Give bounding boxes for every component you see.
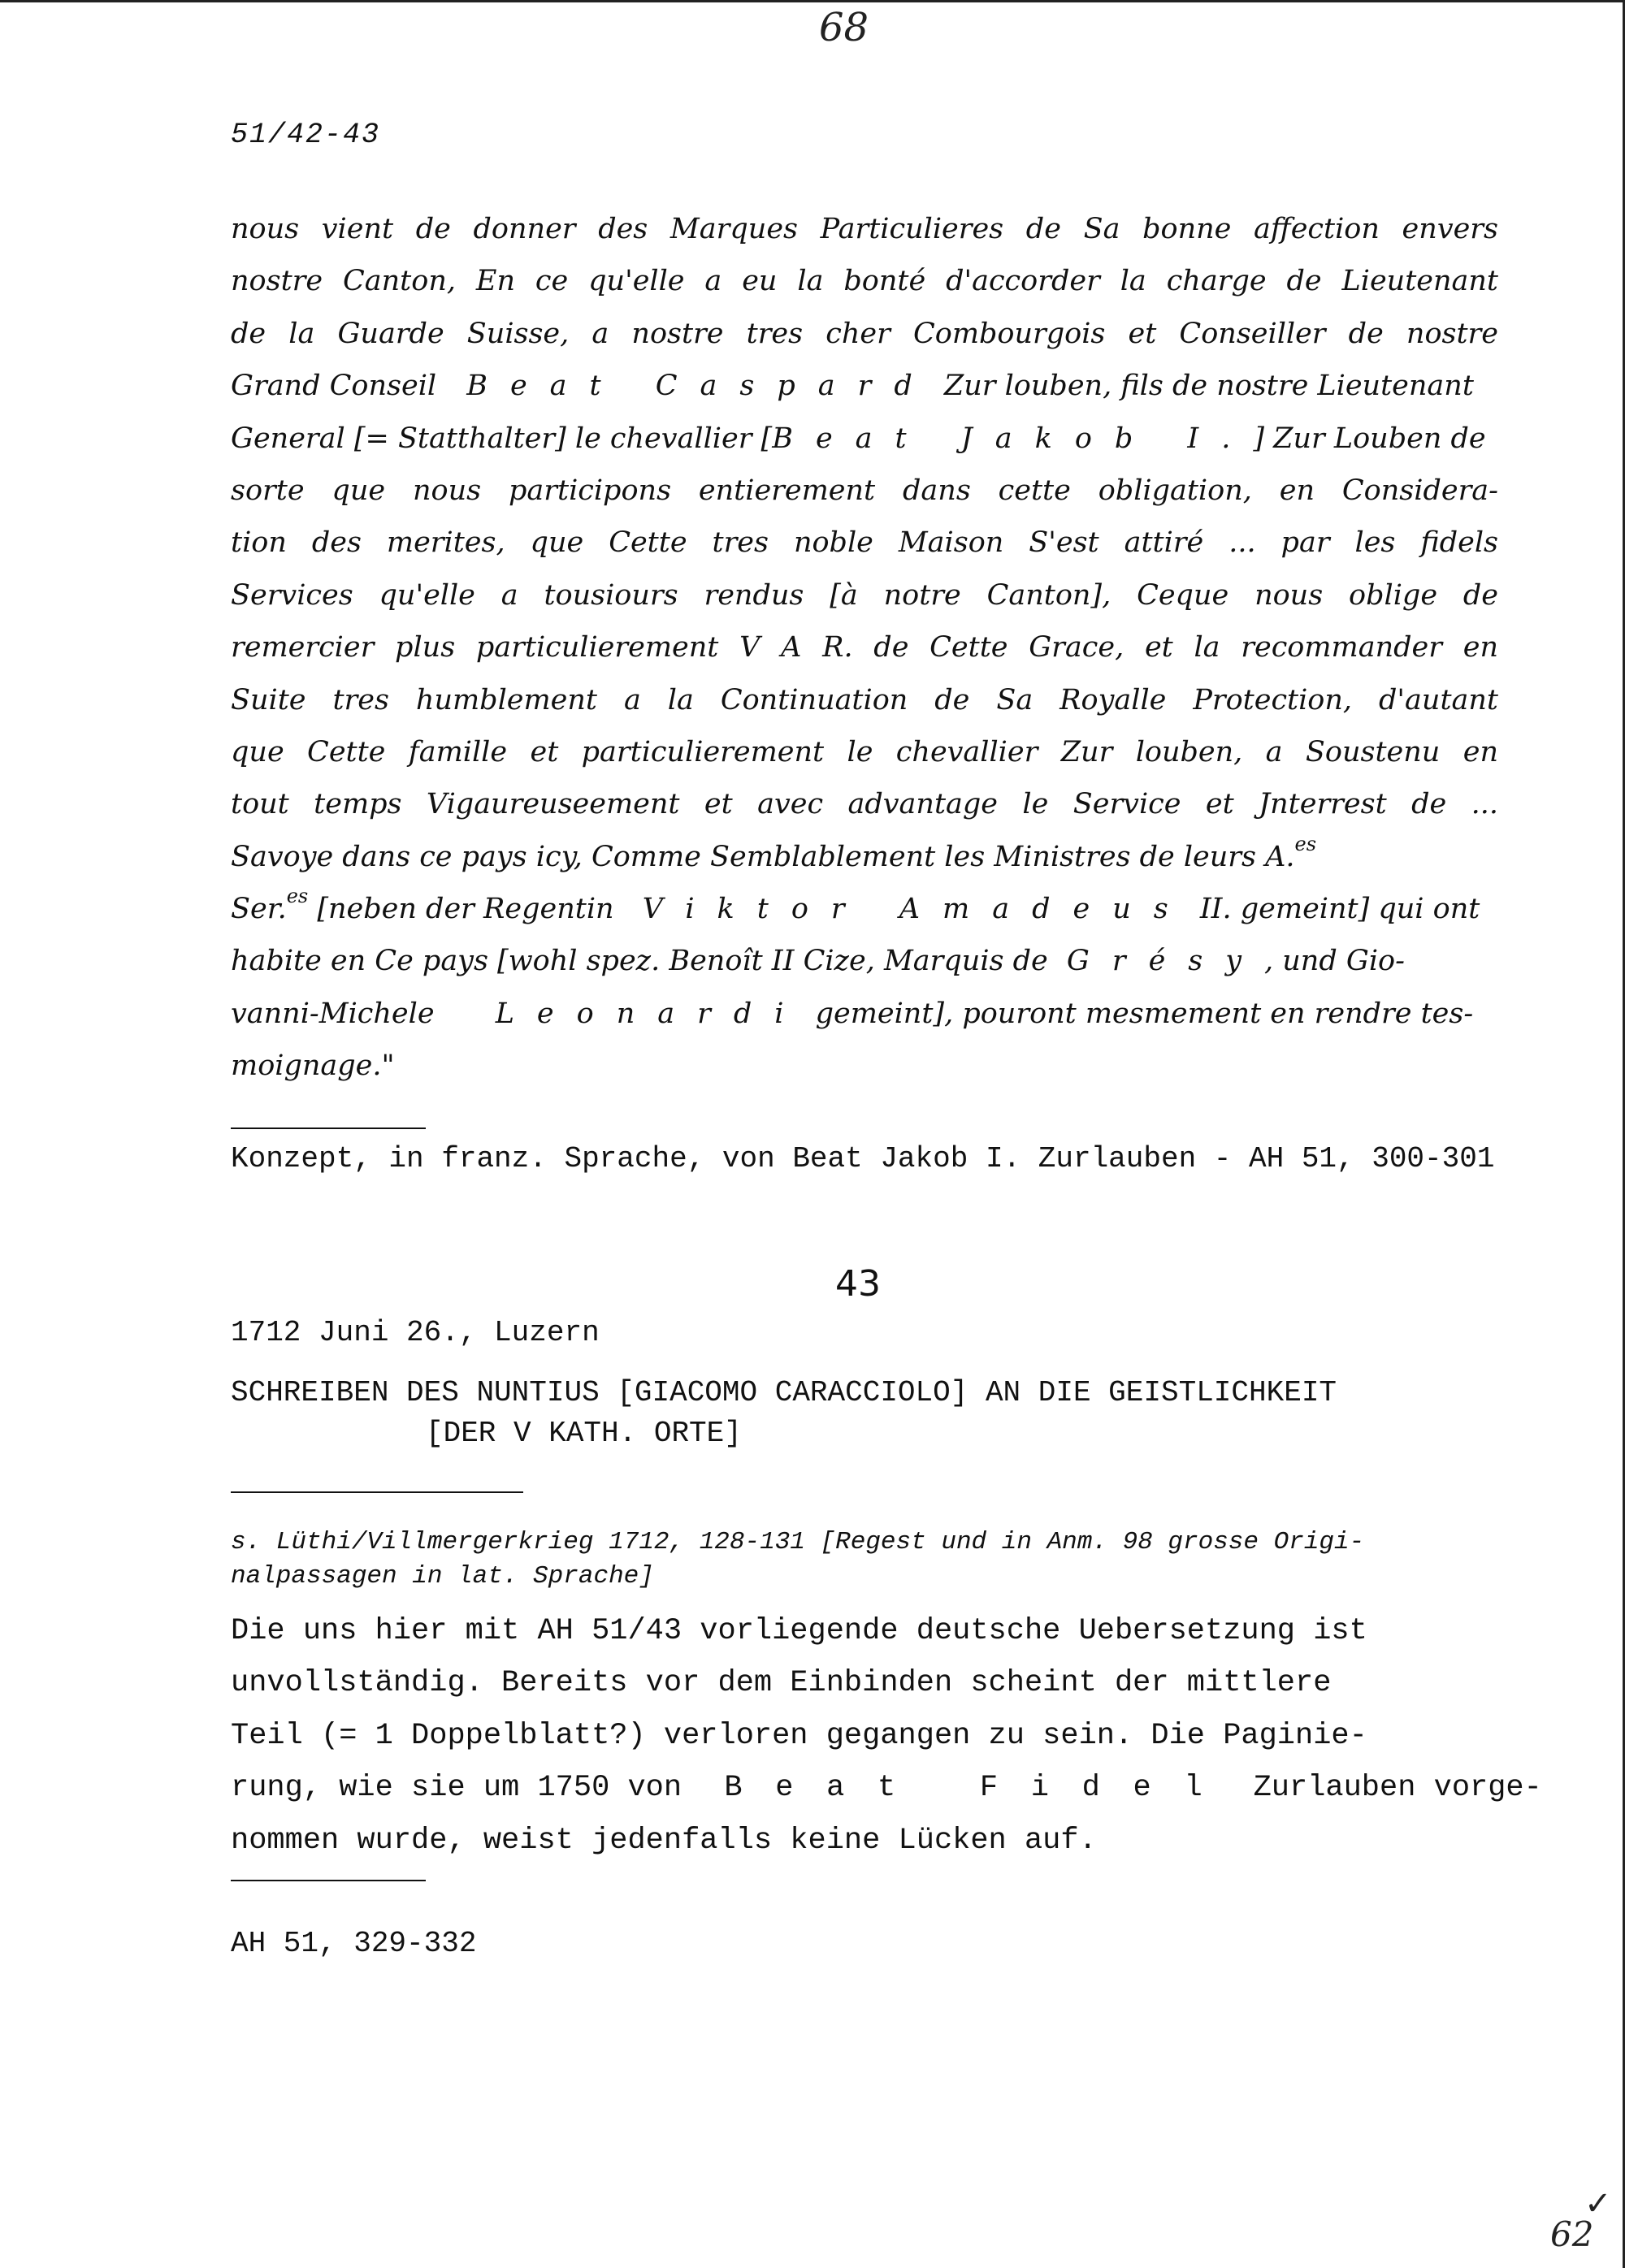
letter-line: Services qu'elle a tousiours rendus [à notre Canton], Ceque nous oblige de <box>231 578 1498 612</box>
letter-line: habite en Ce pays [wohl spez. Benoît II Cize, Marquis de Grésy, und Gio- <box>231 945 1405 978</box>
letter-line: nous vient de donner des Marques Particulieres de Sa bonne affection envers <box>231 213 1498 245</box>
archive-divider <box>231 1880 426 1881</box>
letter-line: Suite tres humblement a la Continuation de Sa Royalle Protection, d'autant <box>231 683 1498 716</box>
footnote-divider <box>231 1128 426 1129</box>
spaced-name: Grésy <box>1066 945 1265 978</box>
letter-line: sorte que nous participons entierement dans cette obligation, en Considera- <box>231 474 1498 507</box>
spaced-name: Beat Caspard <box>466 370 935 403</box>
letter-line: Savoye dans ce pays icy, Comme Semblablement les Ministres de leurs A.$^{es}$ <box>231 833 1317 873</box>
archive-reference: AH 51, 329-332 <box>231 1927 477 1960</box>
check-mark-icon: ✓ <box>1584 2185 1612 2223</box>
date-place: 1712 Juni 26., Luzern <box>231 1316 600 1349</box>
spaced-name: Beat Jakob I. <box>772 422 1254 455</box>
letter-line: Grand Conseil Beat Caspard Zur louben, fils de nostre Lieutenant <box>231 370 1474 403</box>
document-title: SCHREIBEN DES NUNTIUS [GIACOMO CARACCIOLO] AN DIE GEISTLICHKEIT [DER V KATH. ORTE] <box>231 1376 1337 1450</box>
spaced-name: Viktor Amadeus <box>642 893 1191 926</box>
document-reference: 51/42-43 <box>231 119 381 151</box>
top-border-line <box>0 0 1625 2</box>
commentary-text: Die uns hier mit AH 51/43 vorliegende deutsche Uebersetzung ist unvollständig. Bereits vor dem Einbinden scheint der mittlere Teil (= 1 Doppelblatt?) verloren gegangen zu sein. Die Paginie- rung, wie sie um 1750 von Beat Fidel Zurlauben vorge- nommen wurde, weist jedenfalls keine Lücken auf. <box>231 1614 1542 1858</box>
letter-quotation <box>231 203 1498 1093</box>
folio-number: 68 <box>819 5 869 50</box>
handwritten-page-number: 62 <box>1550 2214 1594 2254</box>
spaced-name: Beat Fidel <box>724 1771 1236 1806</box>
letter-line: de la Guarde Suisse, a nostre tres cher Combourgois et Conseiller de nostre <box>231 317 1498 350</box>
letter-line: tion des merites, que Cette tres noble Maison S'est attiré ... par les fidels <box>231 526 1498 560</box>
source-note: Konzept, in franz. Sprache, von Beat Jakob I. Zurlauben - AH 51, 300-301 <box>231 1142 1495 1175</box>
letter-line: que Cette famille et particulierement le chevallier Zur louben, a Soustenu en <box>231 735 1498 768</box>
letter-line: General [= Statthalter] le chevallier [Beat Jakob I.] Zur Louben de <box>231 422 1486 455</box>
letter-line: Ser.$^{es}$ [neben der Regentin Viktor Amadeus II. gemeint] qui ont <box>231 885 1480 926</box>
letter-line: moignage." <box>231 1050 395 1083</box>
letter-line: vanni-Michele Leonardi gemeint], pouront mesmement en rendre tes- <box>231 997 1474 1030</box>
letter-line: tout temps Vigaureuseement et avec advantage le Service et Jnterrest de ... <box>231 788 1498 821</box>
literature-divider <box>231 1491 523 1493</box>
letter-line: nostre Canton, En ce qu'elle a eu la bonté d'accorder la charge de Lieutenant <box>231 265 1498 298</box>
spaced-name: Leonardi <box>495 997 807 1030</box>
document-number: 43 <box>835 1263 881 1305</box>
letter-line: remercier plus particulierement V A R. de Cette Grace, et la recommander en <box>231 631 1498 664</box>
literature-note: s. Lüthi/Villmergerkrieg 1712, 128-131 [Regest und in Anm. 98 grosse Origi- nalpassagen in lat. Sprache] <box>231 1528 1365 1591</box>
